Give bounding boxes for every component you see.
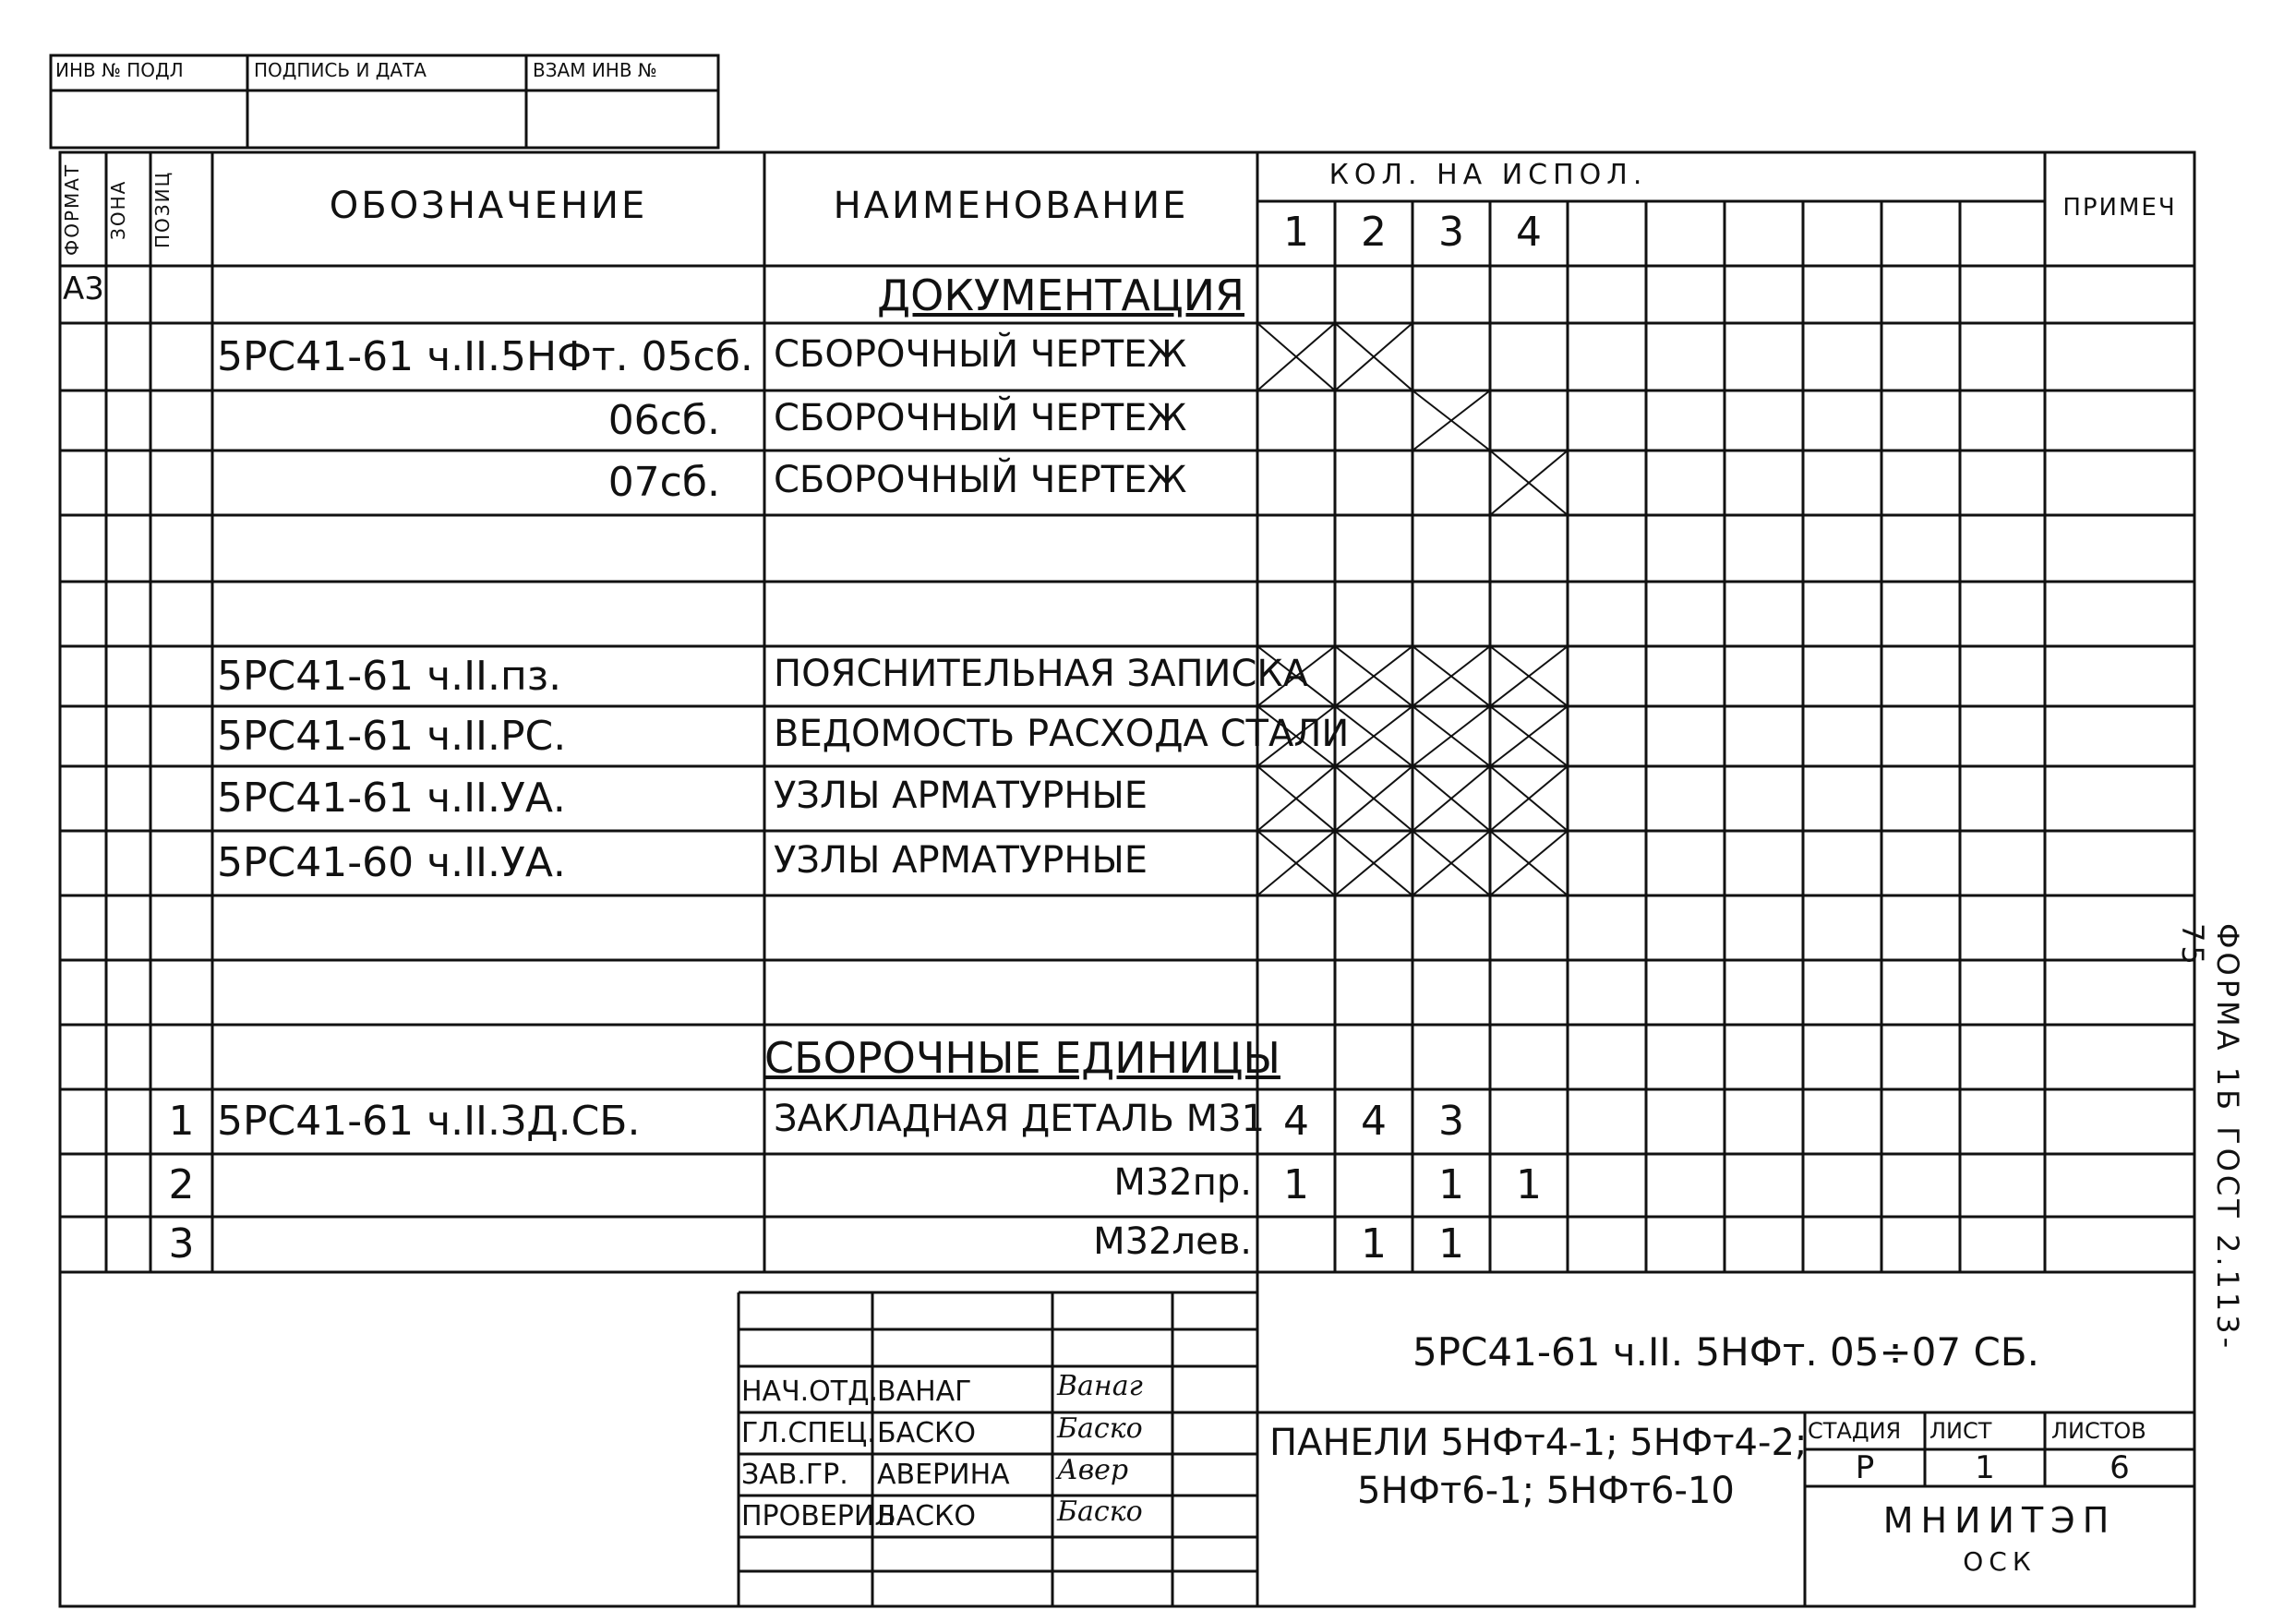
- row-name: ЗАКЛАДНАЯ ДЕТАЛЬ М31: [774, 1098, 1266, 1140]
- row-designation: 07сб.: [607, 459, 720, 506]
- sheets-label: ЛИСТОВ: [2051, 1418, 2146, 1444]
- row-designation: 5РС41-61 ч.II.УА.: [217, 775, 566, 822]
- row-designation: 5РС41-60 ч.II.УА.: [217, 839, 566, 886]
- org-dept: ОСК: [1963, 1546, 2037, 1577]
- row-qty: 1: [1438, 1161, 1464, 1208]
- row-name: ВЕДОМОСТЬ РАСХОДА СТАЛИ: [774, 712, 1350, 755]
- person-2: БАСКО: [877, 1417, 976, 1449]
- signature-2: Баско: [1057, 1412, 1143, 1445]
- qty-col-1: 1: [1283, 209, 1309, 256]
- stage-label: СТАДИЯ: [1808, 1418, 1902, 1444]
- row-qty: 3: [1438, 1098, 1464, 1145]
- header-qty: КОЛ. НА ИСПОЛ.: [1328, 159, 1648, 191]
- header-note: ПРИМЕЧ: [2062, 194, 2177, 222]
- role-4: ПРОВЕРИЛ: [741, 1500, 896, 1532]
- signature-1: Ванаг: [1057, 1370, 1143, 1402]
- role-2: ГЛ.СПЕЦ.: [741, 1417, 876, 1449]
- row-qty: 1: [1283, 1161, 1309, 1208]
- org-name: МНИИТЭП: [1882, 1500, 2117, 1541]
- row-name: М32пр.: [1113, 1161, 1252, 1204]
- qty-col-2: 2: [1361, 209, 1387, 256]
- role-3: ЗАВ.ГР.: [741, 1459, 848, 1491]
- sheet-label: ЛИСТ: [1929, 1418, 1992, 1444]
- person-1: ВАНАГ: [877, 1376, 972, 1408]
- row-qty: 1: [1361, 1220, 1387, 1268]
- row-name: СБОРОЧНЫЙ ЧЕРТЕЖ: [774, 459, 1187, 501]
- person-3: АВЕРИНА: [877, 1459, 1010, 1491]
- stage-value: Р: [1855, 1449, 1875, 1486]
- sheets-value: 6: [2110, 1449, 2130, 1486]
- row-name: ПОЯСНИТЕЛЬНАЯ ЗАПИСКА: [774, 652, 1309, 695]
- row-position: 1: [168, 1098, 195, 1145]
- form-standard-note: ФОРМА 1Б ГОСТ 2.113-75: [2175, 923, 2245, 1352]
- signature-3: Авер: [1057, 1454, 1129, 1486]
- stamp-inv-label: ИНВ № ПОДЛ: [55, 59, 184, 81]
- row-qty: 4: [1361, 1098, 1387, 1145]
- header-format: ФОРМАТ: [61, 162, 83, 257]
- role-1: НАЧ.ОТД.: [741, 1376, 879, 1408]
- header-pos: ПОЗИЦ: [151, 170, 174, 249]
- header-designation: ОБОЗНАЧЕНИЕ: [329, 185, 648, 227]
- qty-col-3: 3: [1438, 209, 1464, 256]
- row-designation: 5РС41-61 ч.II.пз.: [217, 652, 562, 700]
- qty-col-4: 4: [1516, 209, 1542, 256]
- row-designation: 5РС41-61 ч.II.5НФт. 05сб.: [217, 332, 753, 380]
- row-name: УЗЛЫ АРМАТУРНЫЕ: [774, 839, 1148, 882]
- row-section-heading: ДОКУМЕНТАЦИЯ: [877, 270, 1244, 320]
- title-line-2: 5НФт6-1; 5НФт6-10: [1357, 1470, 1735, 1512]
- title-line-1: ПАНЕЛИ 5НФт4-1; 5НФт4-2;: [1269, 1422, 1808, 1464]
- row-name: СБОРОЧНЫЙ ЧЕРТЕЖ: [774, 396, 1187, 439]
- row-designation: 5РС41-61 ч.II.ЗД.СБ.: [217, 1098, 641, 1145]
- stamp-sign-label: ПОДПИСЬ И ДАТА: [254, 59, 427, 81]
- row-name: М32лев.: [1093, 1220, 1252, 1263]
- header-name: НАИМЕНОВАНИЕ: [833, 185, 1189, 227]
- person-4: БАСКО: [877, 1500, 976, 1532]
- row-designation: 06сб.: [607, 396, 720, 444]
- row-name: СБОРОЧНЫЙ ЧЕРТЕЖ: [774, 332, 1187, 376]
- stamp-replace-label: ВЗАМ ИНВ №: [533, 59, 657, 81]
- row-section-heading: СБОРОЧНЫЕ ЕДИНИЦЫ: [764, 1033, 1280, 1083]
- row-position: 3: [168, 1220, 195, 1268]
- doc-code: 5РС41-61 ч.II. 5НФт. 05÷07 СБ.: [1412, 1329, 2039, 1375]
- row-position: 2: [168, 1161, 195, 1208]
- row-format: А3: [63, 270, 104, 307]
- row-qty: 1: [1438, 1220, 1464, 1268]
- row-name: УЗЛЫ АРМАТУРНЫЕ: [774, 775, 1148, 817]
- row-qty: 4: [1283, 1098, 1309, 1145]
- signature-4: Баско: [1057, 1496, 1143, 1528]
- header-zone: ЗОНА: [107, 179, 129, 240]
- sheet-value: 1: [1975, 1449, 1995, 1486]
- row-designation: 5РС41-61 ч.II.РС.: [217, 712, 567, 760]
- row-qty: 1: [1516, 1161, 1542, 1208]
